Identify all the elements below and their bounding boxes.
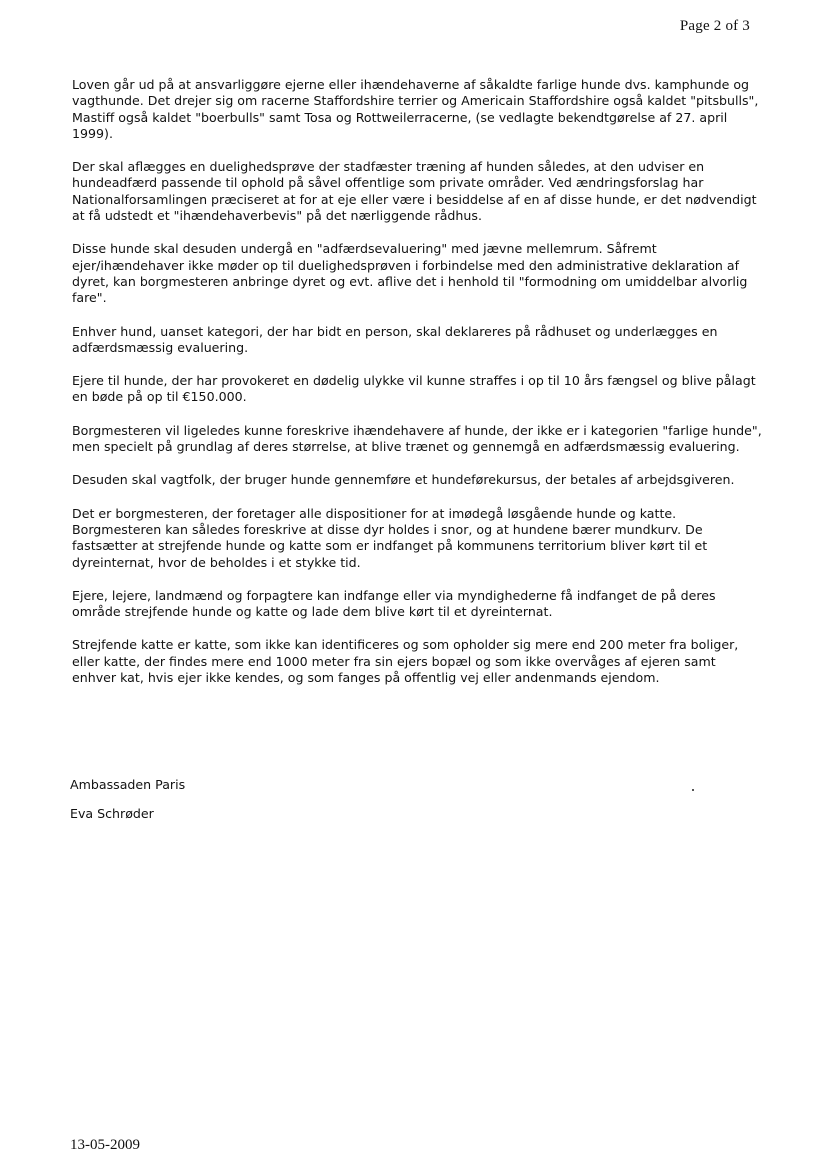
- document-body: [72, 77, 762, 703]
- signature-organization: Ambassaden Paris: [70, 777, 186, 792]
- paragraph: Det er borgmesteren, der foretager alle dispositioner for at imødegå løsgående hunde og katte. Borgmesteren kan således foreskrive at disse dyr holdes i snor, og at hundene bærer mundkurv. De fastsætter at strejfende hunde og katte som er indfanget på kommunens territorium bliver kørt til et dyreinternat, hvor de beholdes i et stykke tid.: [72, 505, 708, 570]
- page-number: Page 2 of 3: [679, 18, 750, 34]
- paragraph: Loven går ud på at ansvarliggøre ejerne eller ihændehaverne af såkaldte farlige hunde dvs. kamphunde og vagthunde. Det drejer sig om racerne Staffordshire terrier og Americain Staffordshire også kaldet "pitsbulls", Mastiff også kaldet "boerbulls" samt Tosa og Rottweilerracerne, (se vedlagte bekendtgørelse af 27. april 1999).: [72, 77, 759, 141]
- paragraph: Der skal aflægges en duelighedsprøve der stadfæster træning af hunden således, at den udviser en hundeadfærd passende til ophold på såvel offentlige som private områder. Ved ændringsforslag har Nationalforsamlingen præciseret at for at eje eller være i besiddelse af en af disse hunde, er det nødvendigt at få udstedt et "ihændehaverbevis" på det nærliggende rådhus.: [72, 159, 757, 224]
- footer-date: 13-05-2009: [70, 1137, 140, 1153]
- paragraph: Ejere til hunde, der har provokeret en dødelig ulykke vil kunne straffes i op til 10 års fængsel og blive pålagt en bøde på op til €150.000.: [72, 373, 756, 405]
- signature-block: [70, 777, 185, 835]
- paragraph: Strejfende katte er katte, som ikke kan identificeres og som opholder sig mere end 200 meter fra boliger, eller katte, der findes mere end 1000 meter fra sin ejers bopæl og som ikke overvåges af ejeren samt enhver kat, hvis ejer ikke kendes, og som fanges på offentlig vej eller andenmands ejendom.: [72, 637, 739, 686]
- signature-name: Eva Schrøder: [70, 806, 154, 821]
- paragraph: Ejere, lejere, landmænd og forpagtere kan indfange eller via myndighederne få indfanget de på deres område strejfende hunde og katte og lade dem blive kørt til et dyreinternat.: [72, 587, 716, 620]
- paragraph: Desuden skal vagtfolk, der bruger hunde gennemføre et hundeførekursus, der betales af arbejdsgiveren.: [72, 472, 735, 488]
- paragraph: Borgmesteren vil ligeledes kunne foreskrive ihændehavere af hunde, der ikke er i kategorien "farlige hunde", men specielt på grundlag af deres størrelse, at blive trænet og gennemgå en adfærdsmæssig evaluering.: [72, 422, 762, 455]
- paragraph: Disse hunde skal desuden undergå en "adfærdsevaluering" med jævne mellemrum. Såfremt ejer/ihændehaver ikke møder op til duelighedsprøven i forbindelse med den administrative deklaration af dyret, kan borgmesteren anbringe dyret og evt. aflive det i henhold til "formodning om umiddelbar alvorlig fare".: [72, 241, 748, 306]
- paragraph: Enhver hund, uanset kategori, der har bidt en person, skal deklareres på rådhuset og underlægges en adfærdsmæssig evaluering.: [72, 323, 718, 355]
- scan-speck: [692, 789, 694, 791]
